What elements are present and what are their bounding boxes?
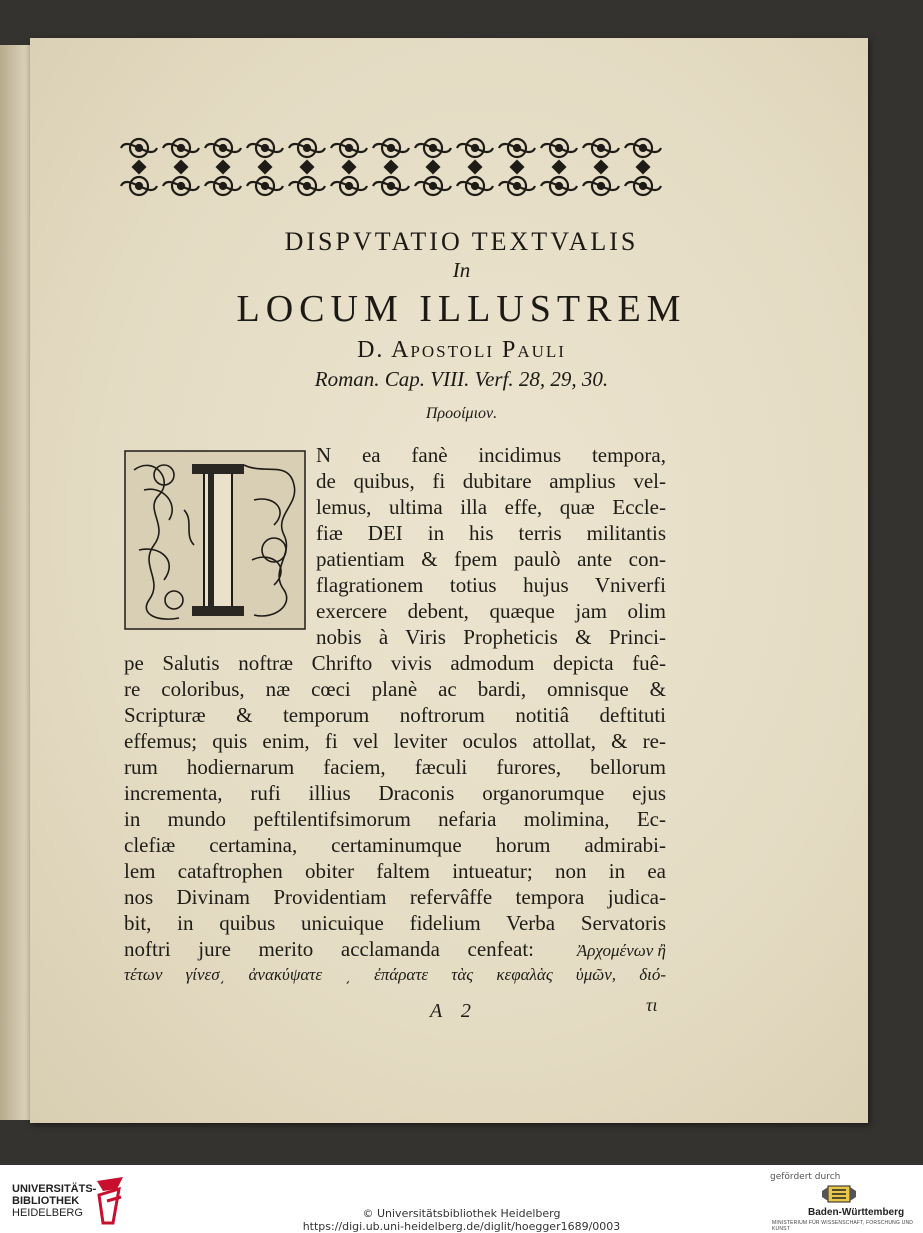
permalink-url[interactable]: https://digi.ub.uni-heidelberg.de/diglit/hoegger1689/0003 — [302, 1220, 621, 1233]
text-line: patientiam & fpem paulò ante con- — [316, 547, 666, 571]
sponsor-ministry: MINISTERIUM FÜR WISSENSCHAFT, FORSCHUNG UND KUNST — [772, 1220, 914, 1232]
greek-line: τέτων γίνεσ͵ ἀνακύψατε ͵ ἐπάρατε τὰς κεφαλὰς ὑμῶν, διό- — [124, 965, 666, 984]
text-line: rum hodiernarum faciem, fæculi furores, bellorum — [124, 755, 666, 779]
greek-fragment: Ἀρχομένων ἢ — [576, 941, 666, 960]
text-line: bit, in quibus unicuique fidelium Verba Servatoris — [124, 911, 666, 935]
text-line: lemus, ultima illa effe, quæ Eccle- — [316, 495, 666, 519]
sponsor-label: gefördert durch — [770, 1172, 841, 1182]
title-reference: Roman. Cap. VIII. Verf. 28, 29, 30. — [314, 367, 609, 391]
text-line: de quibus, fi dubitare amplius vel- — [316, 469, 666, 493]
text-line: flagrationem totius hujus Vniverfi — [316, 573, 666, 597]
title-locum-illustrem: LOCUM ILLUSTREM — [236, 288, 687, 330]
text-line: effemus; quis enim, fi vel leviter oculos attollat, & re- — [124, 729, 666, 753]
library-name-line2: BIBLIOTHEK — [12, 1195, 80, 1207]
text-line: exercere debent, quæque jam olim — [316, 599, 666, 623]
text-line: N ea fanè incidimus tempora, — [316, 443, 666, 467]
title-apostoli-pauli: D. Apostoli Pauli — [357, 337, 566, 363]
text-line: clefiæ certamina, certaminumque horum admirabi- — [124, 833, 666, 857]
text-line: nobis à Viris Propheticis & Princi- — [316, 625, 666, 649]
title-in: In — [452, 258, 471, 282]
text-line: in mundo peftilentifsimorum nefaria molimina, Ec- — [124, 807, 666, 831]
bw-coat-of-arms-icon[interactable] — [820, 1183, 858, 1205]
text-line: Scripturæ & temporum noftrorum notitiâ deftituti — [124, 703, 666, 727]
text-line: pe Salutis noftræ Chrifto vivis admodum depicta fuê- — [124, 651, 666, 675]
library-name-line1: UNIVERSITÄTS- — [12, 1183, 97, 1195]
text-line: noftri jure merito acclamanda cenfeat: — [124, 937, 534, 961]
library-name-line3: HEIDELBERG — [12, 1207, 83, 1219]
page-signature: A 2 — [430, 1000, 471, 1022]
copyright-text: © Universitätsbibliothek Heidelberg — [362, 1207, 561, 1220]
text-line: incrementa, rufi illius Draconis organorumque ejus — [124, 781, 666, 805]
text-line: fiæ DEI in his terris militantis — [316, 521, 666, 545]
text-line: re coloribus, næ cœci planè ac bardi, omnisque & — [124, 677, 666, 701]
sponsor-name: Baden-Württemberg — [808, 1207, 905, 1218]
text-line: nos Divinam Providentiam refervâffe tempora judica- — [124, 885, 666, 909]
text-line: lem cataftrophen obiter faltem intueatur; non in ea — [124, 859, 666, 883]
title-disputatio: DISPVTATIO TEXTVALIS — [284, 227, 639, 256]
catchword: τι — [646, 995, 658, 1015]
section-heading: Προοίμιον. — [425, 405, 498, 422]
